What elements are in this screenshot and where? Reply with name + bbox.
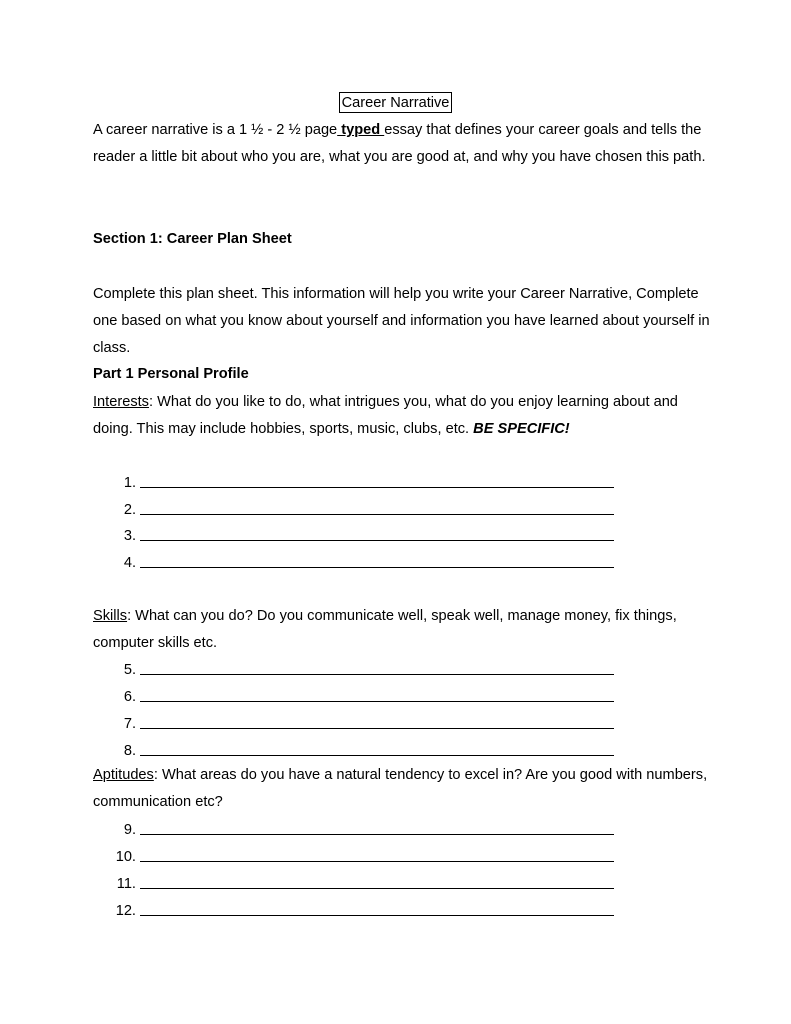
intro-part1: A career narrative is a 1 ½ - 2 ½ page	[93, 122, 338, 138]
intro-part2: essay that defines your career goals and tells the reader a little bit about who you are, what you are good at, and why you have chosen this path.	[93, 122, 706, 165]
aptitude-line-12	[93, 901, 633, 921]
interest-line-3	[93, 526, 633, 546]
line-number: 12.	[115, 903, 136, 919]
answer-blank[interactable]	[140, 487, 614, 488]
answer-blank[interactable]	[140, 540, 614, 541]
skill-line-6	[93, 687, 633, 707]
answer-blank[interactable]	[140, 701, 614, 702]
answer-blank[interactable]	[140, 834, 614, 835]
answer-blank[interactable]	[140, 861, 614, 862]
answer-blank[interactable]	[140, 915, 614, 916]
aptitude-line-10	[93, 847, 633, 867]
answer-blank[interactable]	[140, 888, 614, 889]
intro-paragraph	[93, 117, 713, 171]
aptitudes-paragraph	[93, 762, 713, 816]
line-number: 9.	[123, 822, 136, 838]
aptitudes-text: : What areas do you have a natural tendency to excel in? Are you good with numbers, communication etc?	[93, 767, 708, 810]
interest-line-4	[93, 553, 633, 573]
instructions-paragraph: Complete this plan sheet. This information will help you write your Career Narrative, Complete one based on what you know about yourself and information you have learned about yourself in class.	[93, 286, 710, 356]
part1-heading: Part 1 Personal Profile	[93, 366, 249, 382]
skills-text: : What can you do? Do you communicate well, speak well, manage money, fix things, computer skills etc.	[93, 608, 677, 651]
answer-blank[interactable]	[140, 567, 614, 568]
section1-heading: Section 1: Career Plan Sheet	[93, 231, 292, 247]
interests-label: Interests	[93, 394, 149, 410]
line-number: 11.	[116, 876, 136, 892]
line-number: 6.	[123, 689, 136, 705]
interest-line-2	[93, 500, 633, 520]
line-number: 4.	[123, 555, 136, 571]
answer-blank[interactable]	[140, 728, 614, 729]
line-number: 7.	[123, 716, 136, 732]
line-number: 2.	[123, 502, 136, 518]
skills-label: Skills	[93, 608, 128, 624]
interests-paragraph	[93, 389, 713, 443]
line-number: 3.	[123, 528, 136, 544]
aptitude-line-11	[93, 874, 633, 894]
interests-emphasis: BE SPECIFIC!	[473, 421, 570, 437]
interests-text: : What do you like to do, what intrigues you, what do you enjoy learning about and doing. This may include hobbies, sports, music, clubs, etc.	[93, 394, 678, 437]
aptitudes-label: Aptitudes	[93, 767, 154, 783]
answer-blank[interactable]	[140, 514, 614, 515]
line-number: 10.	[115, 849, 136, 865]
answer-blank[interactable]	[140, 674, 614, 675]
line-number: 1.	[123, 475, 136, 491]
page-title: Career Narrative	[339, 92, 453, 113]
aptitude-line-9	[93, 820, 633, 840]
line-number: 5.	[123, 662, 136, 678]
skill-line-5	[93, 660, 633, 680]
skill-line-7	[93, 714, 633, 734]
intro-typed: typed	[337, 122, 385, 138]
title-wrap	[0, 92, 791, 113]
line-number: 8.	[123, 743, 136, 759]
answer-blank[interactable]	[140, 755, 614, 756]
interest-line-1	[93, 473, 633, 493]
skill-line-8	[93, 741, 633, 761]
skills-paragraph	[93, 603, 713, 657]
